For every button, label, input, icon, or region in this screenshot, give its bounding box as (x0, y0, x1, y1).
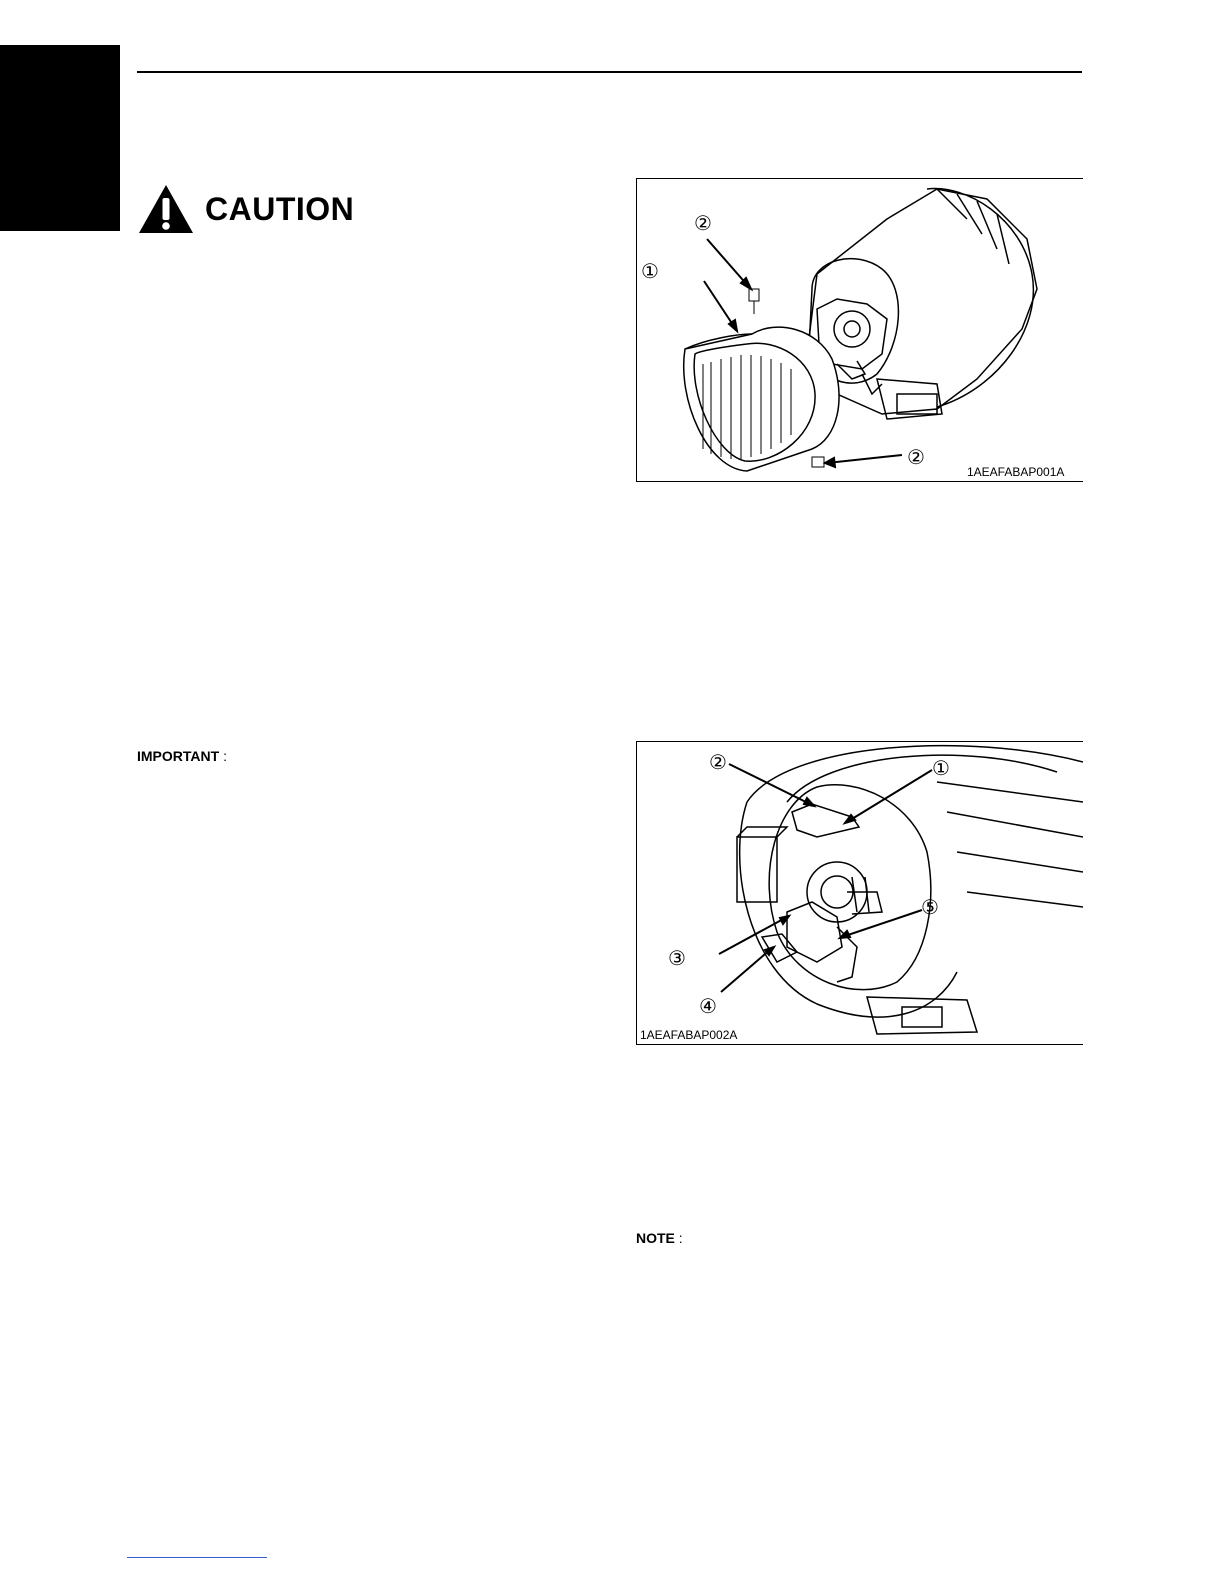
section-tab-marker (0, 45, 120, 231)
figure-1-callout-1: ① (641, 261, 659, 283)
figure-cover-removal (636, 178, 1083, 482)
warning-triangle-icon (137, 183, 195, 235)
important-label: IMPORTANT : (137, 748, 227, 764)
figure-2-callout-1: ① (932, 758, 950, 780)
note-label: NOTE : (636, 1230, 683, 1246)
caution-heading (137, 183, 354, 235)
figure-2-code: 1AEAFABAP002A (640, 1028, 738, 1042)
figure-1-callout-2-bottom: ② (907, 447, 925, 469)
figure-2-callout-2: ② (709, 752, 727, 774)
figure-1-code: 1AEAFABAP001A (967, 465, 1065, 479)
header-rule (137, 71, 1082, 73)
caution-title: CAUTION (205, 190, 355, 227)
figure-1-callout-2-top: ② (694, 213, 712, 235)
figure-2-callout-4: ④ (699, 996, 717, 1018)
footer-link-underline[interactable] (127, 1557, 267, 1558)
figure-2-callout-3: ③ (668, 948, 686, 970)
figure-2-callout-5: ⑤ (921, 897, 939, 919)
figure-brush-holder (636, 741, 1083, 1045)
